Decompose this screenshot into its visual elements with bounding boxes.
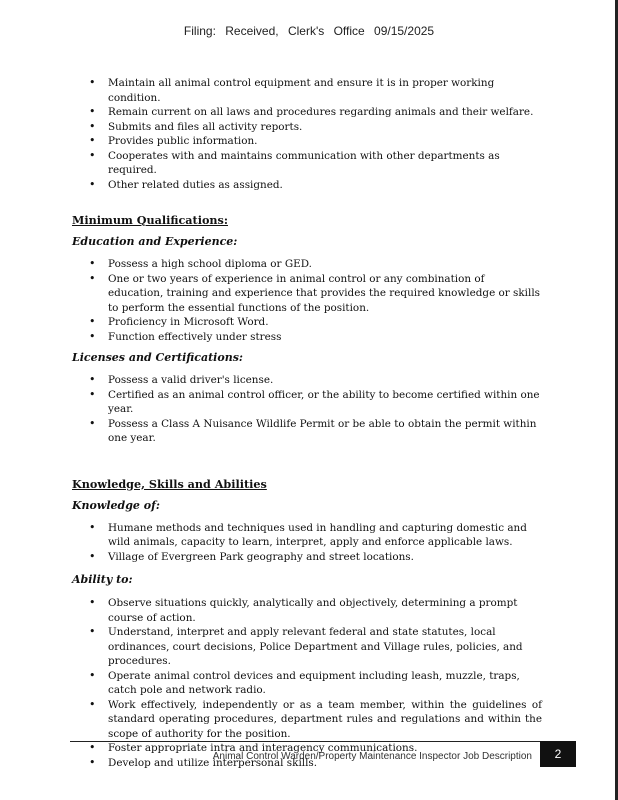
licenses-heading: Licenses and Certifications: <box>72 351 243 364</box>
footer-title: Animal Control Warden/Property Maintenance Inspector Job Description <box>212 751 532 762</box>
list-item: • Work effectively, independently or as a team member, within the guidelines of standard operating procedures, department rules and regulations and within the scope of authority for the position. <box>0 698 618 742</box>
list-item: • Provides public information. <box>0 134 618 149</box>
list-item: • Possess a valid driver's license. <box>0 373 618 388</box>
list-item: • Other related duties as assigned. <box>0 178 618 193</box>
list-item: • Possess a high school diploma or GED. <box>0 257 618 272</box>
filing-stamp: Filing: Received, Clerk's Office 09/15/2025 <box>183 24 435 38</box>
list-item: • Remain current on all laws and procedures regarding animals and their welfare. <box>0 105 618 120</box>
knowledge-list <box>0 521 618 565</box>
list-item: • Possess a Class A Nuisance Wildlife Permit or be able to obtain the permit within one year. <box>0 417 618 446</box>
list-item: • Village of Evergreen Park geography and street locations. <box>0 550 618 565</box>
ability-list <box>0 596 618 770</box>
document-body <box>0 76 618 770</box>
list-item: • Observe situations quickly, analytically and objectively, determining a prompt course of action. <box>0 596 618 625</box>
list-item: • Humane methods and techniques used in handling and capturing domestic and wild animals, capacity to learn, interpret, apply and enforce applicable laws. <box>0 521 618 550</box>
education-heading: Education and Experience: <box>72 235 238 248</box>
ability-heading: Ability to: <box>72 573 133 586</box>
list-item: • Proficiency in Microsoft Word. <box>0 315 618 330</box>
list-item: • Submits and files all activity reports. <box>0 120 618 135</box>
page-number: 2 <box>540 741 576 767</box>
list-item: • Foster appropriate intra and interagency communications. <box>0 741 618 756</box>
list-item: • Cooperates with and maintains communication with other departments as required. <box>0 149 618 178</box>
duties-list <box>0 76 618 192</box>
list-item: • Maintain all animal control equipment and ensure it is in proper working condition. <box>0 76 618 105</box>
education-list <box>0 257 618 344</box>
list-item: • Develop and utilize interpersonal skills. <box>0 756 618 771</box>
list-item: • Operate animal control devices and equipment including leash, muzzle, traps, catch pole and network radio. <box>0 669 618 698</box>
list-item: • Certified as an animal control officer, or the ability to become certified within one year. <box>0 388 618 417</box>
footer-divider <box>70 741 540 742</box>
licenses-list <box>0 373 618 446</box>
minimum-qualifications-heading: Minimum Qualifications: <box>72 213 228 227</box>
knowledge-heading: Knowledge of: <box>72 498 160 512</box>
list-item: • Function effectively under stress <box>0 330 618 345</box>
list-item: • One or two years of experience in animal control or any combination of education, training and experience that provides the required knowledge or skills to perform the essential functions of the position. <box>0 272 618 316</box>
ksa-heading: Knowledge, Skills and Abilities <box>72 476 267 491</box>
list-item: • Understand, interpret and apply relevant federal and state statutes, local ordinances, court decisions, Police Department and Village rules, policies, and procedures. <box>0 625 618 669</box>
